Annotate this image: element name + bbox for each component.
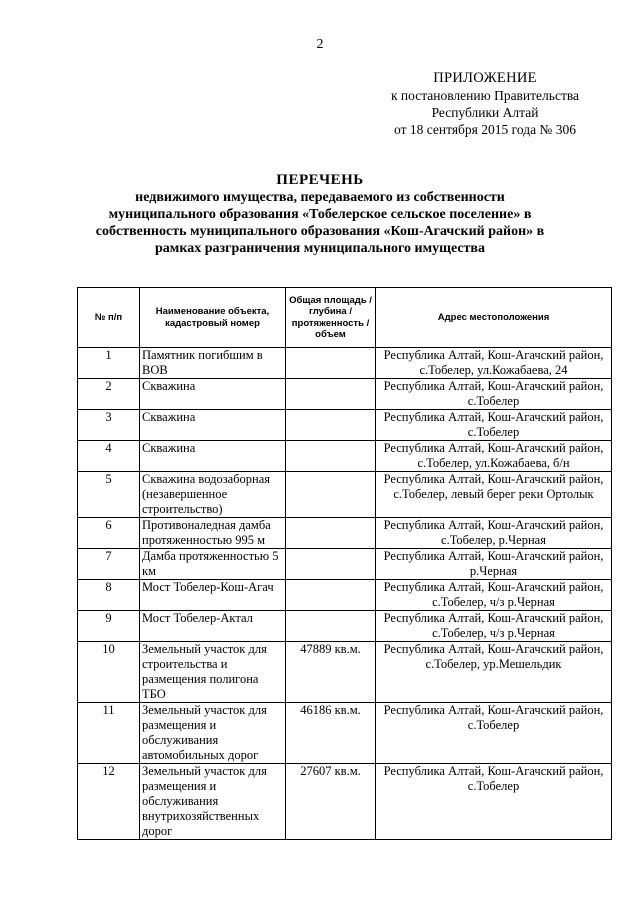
table-row (78, 764, 612, 840)
cell-area (286, 348, 376, 379)
appendix-heading: ПРИЛОЖЕНИЕ (433, 70, 537, 86)
property-table (77, 287, 612, 840)
header-name: Наименование объекта, кадастровый номер (140, 288, 286, 348)
cell-address: Республика Алтай, Кош-Агачский район, р.Черная (376, 549, 612, 580)
title-sub-2: муниципального образования «Тобелерское сельское поселение» в (108, 207, 532, 222)
cell-name: Противоналедная дамба протяженностью 995 м (140, 518, 286, 549)
cell-address: Республика Алтай, Кош-Агачский район, с.Тобелер (376, 703, 612, 764)
cell-name: Дамба протяженностью 5 км (140, 549, 286, 580)
cell-name: Земельный участок для размещения и обслуживания внутрихозяйственных дорог (140, 764, 286, 840)
title-sub-4: рамках разграничения муниципального имущества (155, 241, 485, 256)
cell-address: Республика Алтай, Кош-Агачский район, с.Тобелер, р.Черная (376, 518, 612, 549)
table-row (78, 580, 612, 611)
table-row (78, 703, 612, 764)
cell-num: 2 (78, 379, 140, 410)
table-row (78, 642, 612, 703)
header-address: Адрес местоположения (376, 288, 612, 348)
cell-name: Земельный участок для размещения и обслуживания автомобильных дорог (140, 703, 286, 764)
cell-num: 8 (78, 580, 140, 611)
appendix-line-2: Республики Алтай (431, 105, 539, 120)
cell-area: 47889 кв.м. (286, 642, 376, 703)
appendix-block (360, 70, 610, 138)
cell-name: Земельный участок для строительства и размещения полигона ТБО (140, 642, 286, 703)
cell-address: Республика Алтай, Кош-Агачский район, с.Тобелер (376, 379, 612, 410)
document-title (60, 171, 580, 257)
cell-name: Скважина (140, 379, 286, 410)
cell-address: Республика Алтай, Кош-Агачский район, с.Тобелер, ч/з р.Черная (376, 611, 612, 642)
cell-num: 6 (78, 518, 140, 549)
table-header-row (78, 288, 612, 348)
cell-area (286, 580, 376, 611)
table-row (78, 518, 612, 549)
cell-name: Скважина водозаборная (незавершенное строительство) (140, 472, 286, 518)
cell-name: Мост Тобелер-Актал (140, 611, 286, 642)
table-row (78, 348, 612, 379)
cell-num: 10 (78, 642, 140, 703)
cell-num: 7 (78, 549, 140, 580)
cell-num: 5 (78, 472, 140, 518)
cell-name: Мост Тобелер-Кош-Агач (140, 580, 286, 611)
table-row (78, 472, 612, 518)
appendix-line-3: от 18 сентября 2015 года № 306 (394, 122, 576, 137)
table-row (78, 410, 612, 441)
cell-address: Республика Алтай, Кош-Агачский район, с.Тобелер, ур.Мешельдик (376, 642, 612, 703)
table-row (78, 549, 612, 580)
cell-address: Республика Алтай, Кош-Агачский район, с.Тобелер (376, 410, 612, 441)
cell-name: Скважина (140, 410, 286, 441)
table-row (78, 441, 612, 472)
cell-area (286, 441, 376, 472)
cell-name: Памятник погибшим в ВОВ (140, 348, 286, 379)
cell-address: Республика Алтай, Кош-Агачский район, с.Тобелер (376, 764, 612, 840)
cell-address: Республика Алтай, Кош-Агачский район, с.Тобелер, левый берег реки Ортолык (376, 472, 612, 518)
cell-area (286, 472, 376, 518)
cell-area (286, 549, 376, 580)
page-number: 2 (316, 37, 324, 52)
cell-address: Республика Алтай, Кош-Агачский район, с.Тобелер, ул.Кожабаева, б/н (376, 441, 612, 472)
appendix-line-1: к постановлению Правительства (390, 88, 580, 103)
cell-area: 27607 кв.м. (286, 764, 376, 840)
title-sub-1: недвижимого имущества, передаваемого из собственности (135, 190, 505, 205)
cell-area (286, 379, 376, 410)
cell-num: 4 (78, 441, 140, 472)
cell-num: 1 (78, 348, 140, 379)
cell-area (286, 518, 376, 549)
table-row (78, 611, 612, 642)
cell-num: 9 (78, 611, 140, 642)
cell-area (286, 410, 376, 441)
cell-area: 46186 кв.м. (286, 703, 376, 764)
title-sub-3: собственность муниципального образования «Кош-Агачский район» в (95, 224, 545, 239)
cell-area (286, 611, 376, 642)
cell-num: 3 (78, 410, 140, 441)
cell-num: 12 (78, 764, 140, 840)
cell-name: Скважина (140, 441, 286, 472)
cell-address: Республика Алтай, Кош-Агачский район, с.Тобелер, ул.Кожабаева, 24 (376, 348, 612, 379)
header-num: № п/п (78, 288, 140, 348)
cell-num: 11 (78, 703, 140, 764)
title-main: ПЕРЕЧЕНЬ (276, 172, 364, 188)
cell-address: Республика Алтай, Кош-Агачский район, с.Тобелер, ч/з р.Черная (376, 580, 612, 611)
table-row (78, 379, 612, 410)
header-area: Общая площадь / глубина / протяженность / объем (286, 288, 376, 348)
